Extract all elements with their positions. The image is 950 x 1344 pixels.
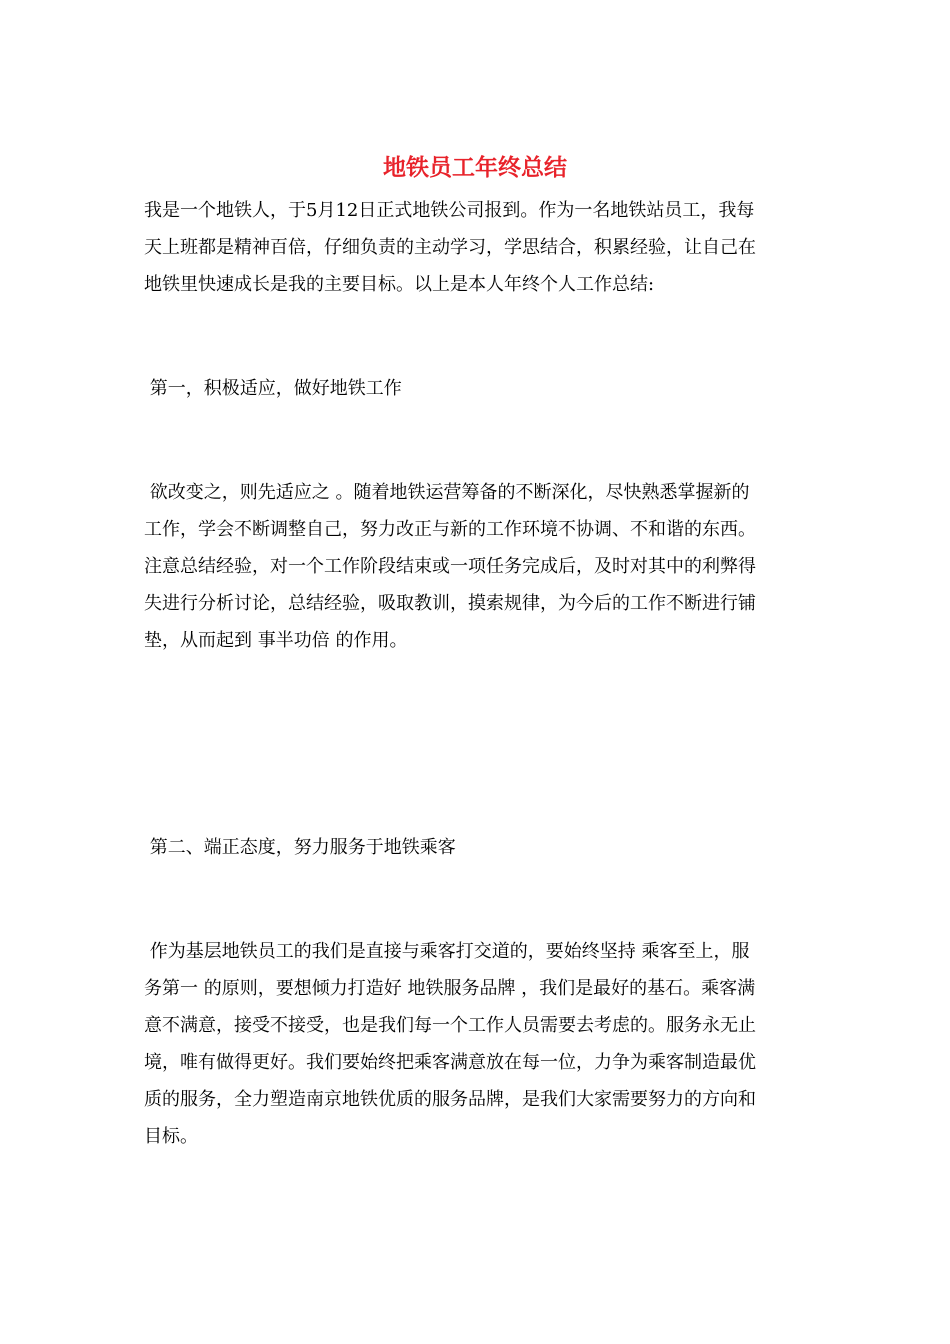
section2-line-4: 境，唯有做得更好。我们要始终把乘客满意放在每一位，力争为乘客制造最优 xyxy=(144,1052,756,1073)
section2-line-2: 务第一 的原则，要想倾力打造好 地铁服务品牌 ，我们是最好的基石。乘客满 xyxy=(144,978,756,999)
intro-line-3: 地铁里快速成长是我的主要目标。以上是本人年终个人工作总结: xyxy=(144,274,655,295)
section2-line-3: 意不满意，接受不接受，也是我们每一个工作人员需要去考虑的。服务永无止 xyxy=(144,1015,756,1036)
intro-line-1: 我是一个地铁人，于5月12日正式地铁公司报到。作为一名地铁站员工，我每 xyxy=(144,200,755,221)
section1-line-4: 失进行分析讨论，总结经验，吸取教训，摸索规律，为今后的工作不断进行铺 xyxy=(144,593,756,614)
intro-line-2: 天上班都是精神百倍，仔细负责的主动学习，学思结合，积累经验，让自己在 xyxy=(144,237,756,258)
document-title: 地铁员工年终总结 xyxy=(383,154,567,181)
section2-line-1: 作为基层地铁员工的我们是直接与乘客打交道的，要始终坚持 乘客至上，服 xyxy=(144,941,750,962)
section1-heading: 第一，积极适应，做好地铁工作 xyxy=(144,378,402,399)
section1-line-5: 垫，从而起到 事半功倍 的作用。 xyxy=(144,630,408,651)
section1-line-2: 工作，学会不断调整自己，努力改正与新的工作环境不协调、不和谐的东西。 xyxy=(144,519,756,540)
section1-line-3: 注意总结经验，对一个工作阶段结束或一项任务完成后，及时对其中的利弊得 xyxy=(144,556,756,577)
section2-line-6: 目标。 xyxy=(144,1126,198,1147)
section2-heading: 第二、端正态度，努力服务于地铁乘客 xyxy=(144,837,456,858)
section2-line-5: 质的服务，全力塑造南京地铁优质的服务品牌，是我们大家需要努力的方向和 xyxy=(144,1089,756,1110)
section1-line-1: 欲改变之，则先适应之 。随着地铁运营筹备的不断深化，尽快熟悉掌握新的 xyxy=(144,482,750,503)
